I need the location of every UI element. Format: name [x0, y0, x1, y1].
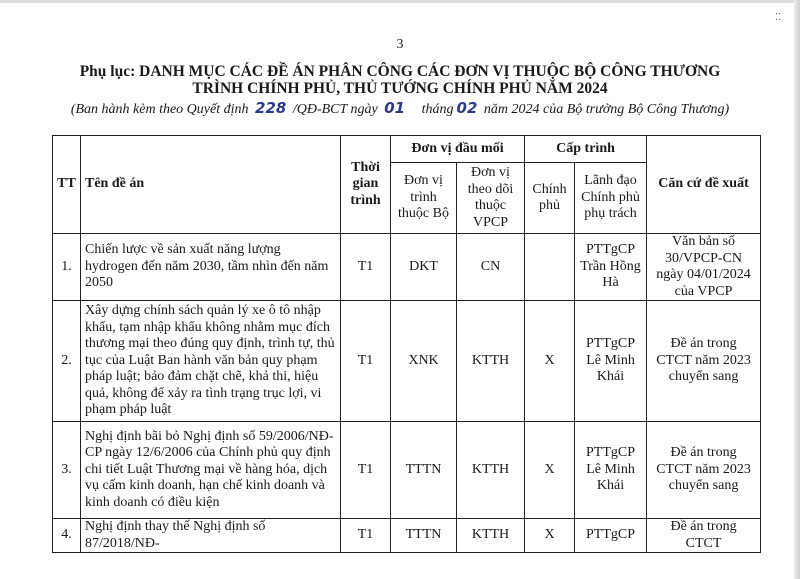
document-title — [0, 63, 800, 97]
subheader-government-leader: Lãnh đạo Chính phủ phụ trách — [575, 163, 647, 234]
subtitle-part-1: (Ban hành kèm theo Quyết định — [70, 102, 249, 117]
projects-table — [52, 135, 761, 553]
row-tt: 2. — [53, 301, 81, 422]
corner-marker-icon: ⁚⁚ — [774, 12, 782, 23]
row-tt: 1. — [53, 234, 81, 301]
row-government — [525, 234, 575, 301]
row-government-leader: PTTgCP Lê Minh Khái — [575, 422, 647, 519]
subheader-ministry-unit: Đơn vị trình thuộc Bộ — [391, 163, 457, 234]
row-government: X — [525, 422, 575, 519]
row-tt: 4. — [53, 519, 81, 553]
row-vpcp-unit: KTTH — [457, 519, 525, 553]
subtitle-part-2: /QĐ-BCT ngày — [292, 102, 378, 117]
page-edge — [0, 0, 800, 3]
row-tt: 3. — [53, 422, 81, 519]
header-tt: TT — [53, 136, 81, 234]
subheader-government: Chính phủ — [525, 163, 575, 234]
header-lead-unit: Đơn vị đầu mối — [391, 136, 525, 163]
row-ministry-unit: DKT — [391, 234, 457, 301]
header-submission-level: Cấp trình — [525, 136, 647, 163]
table-row — [53, 422, 761, 519]
subheader-vpcp-unit: Đơn vị theo dõi thuộc VPCP — [457, 163, 525, 234]
row-project-name: Chiến lược về sản xuất năng lượng hydrogen đến năm 2030, tầm nhìn đến năm 2050 — [81, 234, 341, 301]
title-line-2: TRÌNH CHÍNH PHỦ, THỦ TƯỚNG CHÍNH PHỦ NĂM 2024 — [192, 80, 608, 97]
row-submission-time: T1 — [341, 301, 391, 422]
row-vpcp-unit: KTTH — [457, 422, 525, 519]
row-vpcp-unit: CN — [457, 234, 525, 301]
row-basis: Văn bản số 30/VPCP-CN ngày 04/01/2024 của VPCP — [647, 234, 761, 301]
row-government-leader: PTTgCP Lê Minh Khái — [575, 301, 647, 422]
header-submission-time: Thời gian trình — [341, 136, 391, 234]
header-project-name: Tên đề án — [81, 136, 341, 234]
page-number: 3 — [396, 37, 404, 52]
row-project-name: Nghị định thay thế Nghị định số 87/2018/NĐ- — [81, 519, 341, 553]
table-row — [53, 234, 761, 301]
row-basis: Đề án trong CTCT năm 2023 chuyển sang — [647, 422, 761, 519]
row-government: X — [525, 519, 575, 553]
handwritten-month: 02 — [456, 99, 478, 117]
row-basis: Đề án trong CTCT — [647, 519, 761, 553]
row-vpcp-unit: KTTH — [457, 301, 525, 422]
row-submission-time: T1 — [341, 234, 391, 301]
row-submission-time: T1 — [341, 422, 391, 519]
document-subtitle — [0, 99, 800, 118]
table-header-row — [53, 136, 761, 163]
subtitle-part-4: năm 2024 của Bộ trưởng Bộ Công Thương) — [483, 102, 730, 117]
row-government: X — [525, 301, 575, 422]
row-ministry-unit: TTTN — [391, 422, 457, 519]
row-ministry-unit: TTTN — [391, 519, 457, 553]
row-project-name: Xây dựng chính sách quản lý xe ô tô nhập khẩu, tạm nhập khẩu không nhằm mục đích thương mại theo đúng quy định, trình tự, thủ tục của Luật Ban hành văn bản quy phạm pháp luật; bảo đảm chặt chẽ, khả thi, hiệu quả, không để xảy ra tình trạng trục lợi, vi phạm pháp luật — [81, 301, 341, 422]
handwritten-day: 01 — [384, 99, 406, 117]
row-ministry-unit: XNK — [391, 301, 457, 422]
row-basis: Đề án trong CTCT năm 2023 chuyển sang — [647, 301, 761, 422]
subtitle-part-3: tháng — [421, 102, 454, 117]
row-submission-time: T1 — [341, 519, 391, 553]
header-basis: Căn cứ đề xuất — [647, 136, 761, 234]
handwritten-decision-number: 228 — [255, 99, 287, 117]
row-project-name: Nghị định bãi bỏ Nghị định số 59/2006/NĐ-CP ngày 12/6/2006 của Chính phủ quy định chi tiết Luật Thương mại về hàng hóa, dịch vụ cấm kinh doanh, hạn chế kinh doanh và kinh doanh có điều kiện — [81, 422, 341, 519]
row-government-leader: PTTgCP — [575, 519, 647, 553]
row-government-leader: PTTgCP Trần Hồng Hà — [575, 234, 647, 301]
title-line-1: Phụ lục: DANH MỤC CÁC ĐỀ ÁN PHÂN CÔNG CÁC ĐƠN VỊ THUỘC BỘ CÔNG THƯƠNG — [79, 63, 721, 80]
table-row — [53, 519, 761, 553]
table-row — [53, 301, 761, 422]
